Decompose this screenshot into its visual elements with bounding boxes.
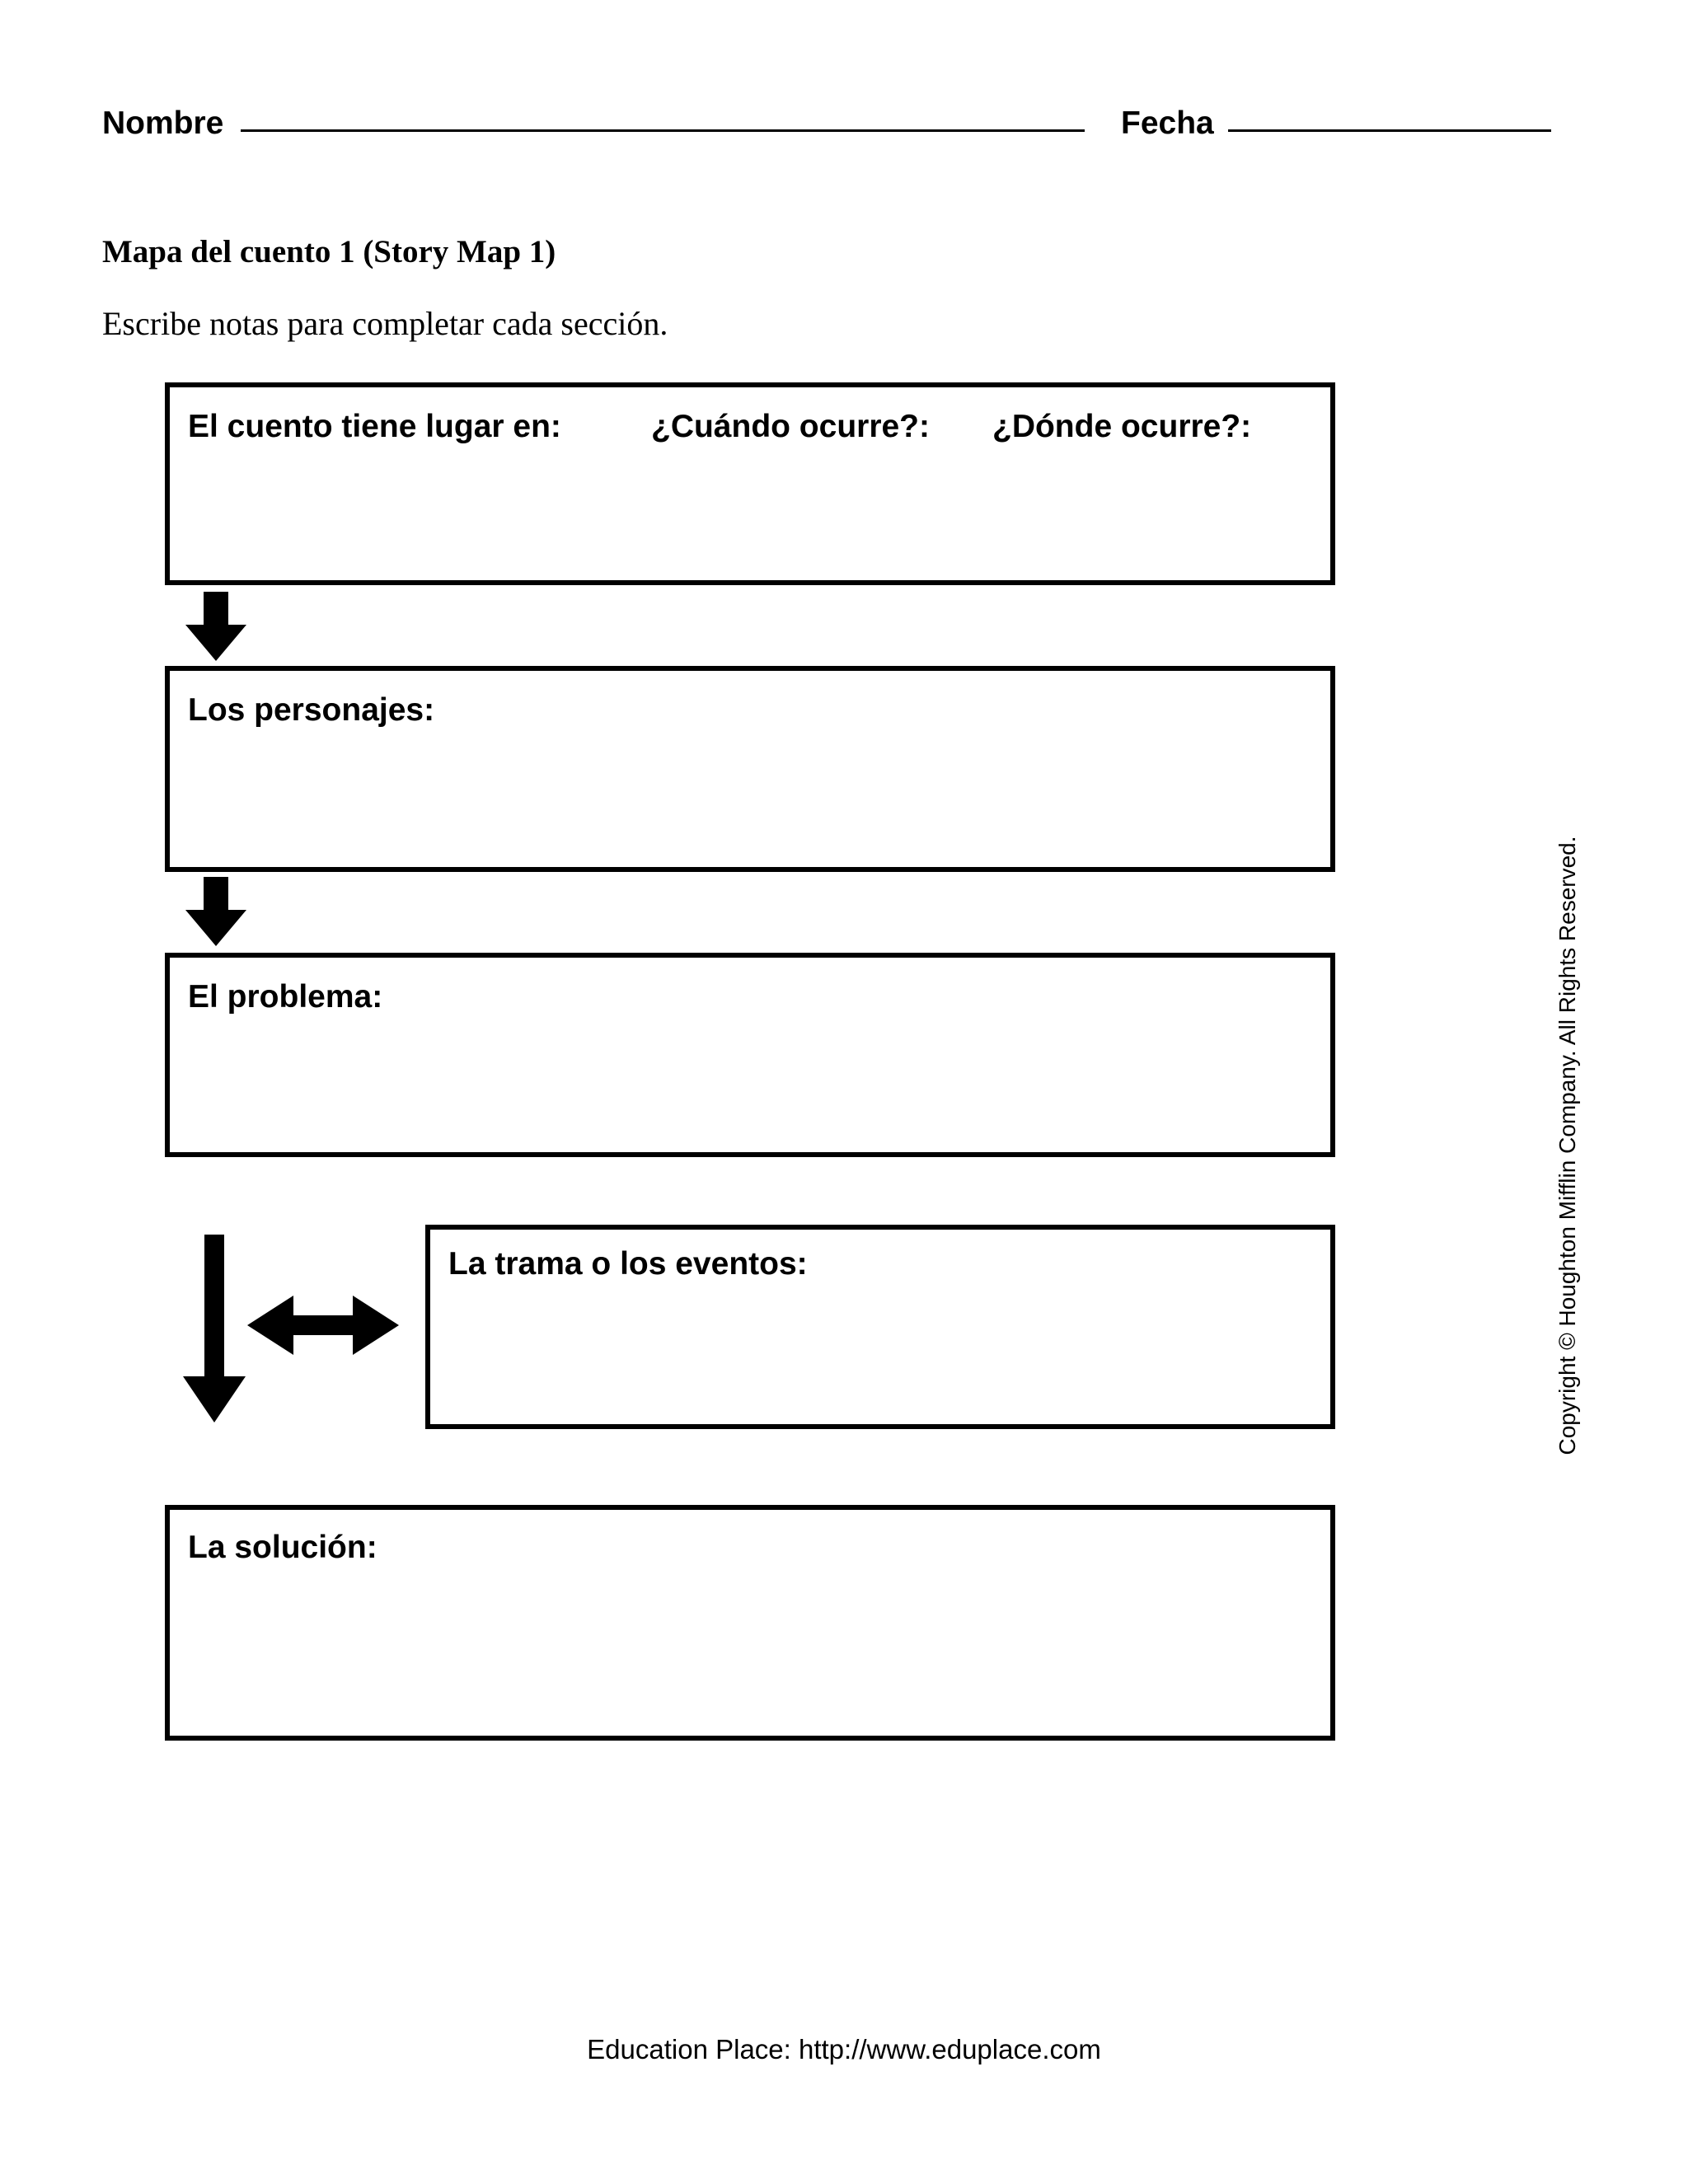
page-title: Mapa del cuento 1 (Story Map 1) — [102, 234, 556, 269]
where-label: ¿Dónde ocurre?: — [992, 409, 1252, 444]
copyright-notice: Copyright © Houghton Mifflin Company. All Rights Reserved. — [1554, 836, 1580, 1455]
plot-label: La trama o los eventos: — [448, 1246, 808, 1282]
double-arrow-icon — [247, 1294, 401, 1360]
problem-label: El problema: — [188, 979, 383, 1015]
date-line[interactable] — [1228, 129, 1551, 132]
characters-label: Los personajes: — [188, 692, 435, 728]
solution-label: La solución: — [188, 1530, 377, 1565]
problem-box[interactable] — [165, 953, 1335, 1157]
name-label: Nombre — [102, 105, 224, 141]
setting-box[interactable] — [165, 382, 1335, 585]
arrow-down-icon — [185, 877, 247, 948]
long-arrow-down-icon — [181, 1235, 247, 1424]
setting-label: El cuento tiene lugar en: — [188, 409, 561, 444]
date-label: Fecha — [1121, 105, 1214, 141]
footer-text: Education Place: http://www.eduplace.com — [587, 2034, 1101, 2064]
characters-box[interactable] — [165, 666, 1335, 872]
arrow-down-icon — [185, 592, 247, 663]
when-label: ¿Cuándo ocurre?: — [651, 409, 930, 444]
name-line[interactable] — [241, 129, 1085, 132]
instructions: Escribe notas para completar cada sección. — [102, 305, 668, 342]
plot-box[interactable] — [425, 1225, 1335, 1429]
solution-box[interactable] — [165, 1505, 1335, 1741]
